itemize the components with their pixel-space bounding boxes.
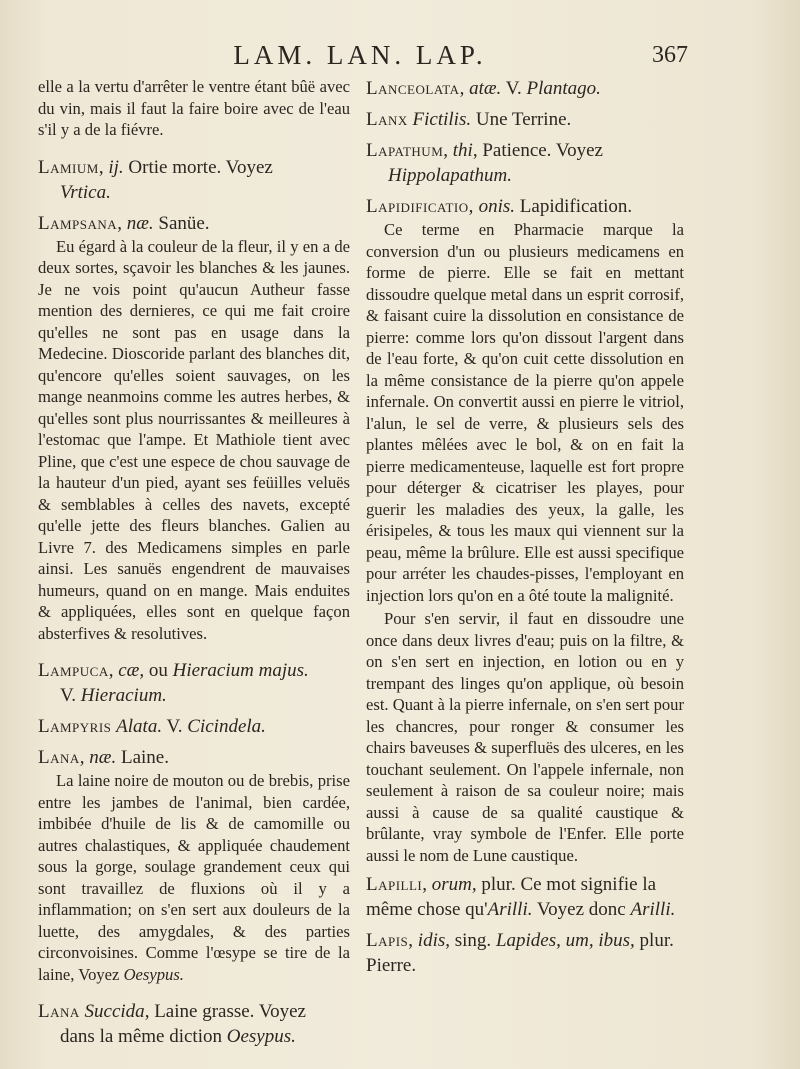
headword-line: Lanceolata, atæ. V. Plantago. — [366, 78, 601, 99]
headword-line: Lapathum, thi, Patience. Voyez Hippolapathum. — [366, 140, 603, 186]
entry-lapathum — [366, 138, 684, 188]
entry-lapidificatio — [366, 194, 684, 866]
headword-line — [38, 999, 350, 1049]
cross-reference: Plantago. — [526, 78, 601, 99]
headword-ending: onis. — [478, 196, 516, 217]
cross-reference: Oesypus. — [226, 1026, 296, 1047]
headword-line: Lamium, ij. Ortie morte. Voyez Vrtica. — [38, 156, 273, 203]
see-marker: V. — [166, 716, 183, 737]
alternate-ending-2: ibus, — [598, 930, 635, 951]
entry-lamium — [38, 155, 350, 205]
entry-lanx — [366, 107, 684, 132]
headword: Lapathum — [366, 140, 444, 161]
alternate-ending: , um, — [556, 930, 594, 951]
headword-connector: ou — [148, 660, 168, 681]
entry-body — [38, 770, 350, 985]
continuation-text: elle a la vertu d'arrêter le ventre étant bûë avec du vin, mais il faut la faire boire avec de l'eau s'il y a de la fiévre. — [38, 77, 350, 139]
headword-ending: Fictilis. — [412, 109, 472, 130]
entry-lanceolata — [366, 76, 684, 101]
page-number: 367 — [652, 42, 688, 68]
entry-lampsana — [38, 211, 350, 645]
headword-gloss: Sanüe. — [158, 212, 210, 234]
entry-body — [366, 219, 684, 866]
entry-lampyris — [38, 714, 350, 739]
headword: Lampsana — [38, 212, 118, 234]
headword-ending: idis — [417, 930, 446, 951]
page-header — [0, 40, 800, 76]
headword-ending: ij. — [108, 156, 124, 178]
body-paragraph: Eu égard à la couleur de la fleur, il y en a de deux sortes, sçavoir les blanches & les jaunes. Je ne vois point qu'aucun Autheur fasse mention des dernieres, ce qui me fait croire qu'elles ne sont pas en usage dans la Medecine. Dioscoride parlant des blanches dit, qu'encore qu'elles soient sauvages, on les mange neanmoins comme les autres herbes, & qu'elles sont plus nourrissantes & meilleures à l'estomac que l'ampe. Et Mathiole tient avec Pline, que c'est une espece de chou sauvage de la hauteur d'un pied, ayant ses feüilles veluës & semblables à celles des navets, excepté qu'elle jette des fleurs blanches. Galien au Livre 7. des Medicamens simples en parle ainsi. Les sanuës engendrent de mauvaises humeurs, quand on en mange. Mais enduites & appliquées, elles sont en quelque façon absterfives & resolutives. — [38, 236, 350, 643]
entry-lampuca — [38, 658, 350, 708]
headword: Lanx — [366, 109, 408, 130]
headword-ending: næ. — [126, 212, 154, 234]
headword-ending: næ. — [89, 747, 117, 768]
entry-lapis — [366, 928, 684, 978]
entry-body — [38, 236, 350, 645]
continuation-paragraph — [38, 76, 350, 141]
right-column — [366, 76, 684, 984]
headword-gloss: Ortie morte. Voyez — [128, 156, 273, 178]
headword-gloss: Laine. — [120, 747, 169, 768]
headword-gloss: Une Terrine. — [475, 109, 572, 130]
headword: Lapis — [366, 930, 409, 951]
headword-ending: atæ. — [469, 78, 502, 99]
body-paragraph: Ce terme en Pharmacie marque la conversion d'un ou plusieurs medicamens en forme de pierre. Elle se fait en mettant dissoudre quelque metal dans un esprit corrosif, & faisant cuire la dissolution en consistance de pierre: comme lors qu'on dissout l'argent dans de l'eau forte, & qu'on cuit cette dissolution en la même consistance de la pierre qu'on appele infernale. On convertit aussi en pierre le vitriol, l'alun, le sel de verre, & plusieurs sels des plantes mêlées avec le bol, & on en fait la pierre medicamenteuse, laquelle est fort propre pour déterger & cicatriser les playes, pour guerir les maladies des yeux, la galle, les érisipeles, & tous les maux qui viennent sur la peau, même la brûlure. Elle est aussi specifique pour arréter les chaudes-pisses, l'employant en injection lors qu'on en a ôté toute la malignité. — [366, 220, 684, 605]
headword-gloss: , Laine grasse. Voyez — [144, 1001, 306, 1022]
headword-line — [366, 194, 684, 219]
entry-lapilli — [366, 872, 684, 922]
headword-ending: Alata. — [116, 716, 163, 737]
alternate-headword: Hieracium majus. — [172, 660, 309, 681]
entry-lana-succida — [38, 999, 350, 1049]
alternate-headword: Lapides — [495, 930, 557, 951]
headword-gloss: Lapidification. — [519, 196, 633, 217]
headword-ending: thi — [452, 140, 473, 161]
cross-reference: Vrtica. — [60, 181, 111, 203]
headword: Lanceolata — [366, 78, 460, 99]
headword-ending: Succida — [84, 1001, 145, 1022]
headword-ending: orum, — [431, 874, 477, 895]
body-paragraph — [38, 770, 350, 985]
body-text: La laine noire de mouton ou de brebis, prise entre les jambes de l'animal, bien cardée, imbibée d'huile de lis & de camomille ou autres chalastiques, & appliquée chaudement sous la gorge, soulage grandement ceux qui sont travaillez de fluxions où il y a inflammation; on s'en sert aux douleurs de la luette, des amygdales, & des parties circonvoisines. Comme l'œsype se tire de la laine, Voyez — [38, 771, 350, 984]
see-marker: V. — [505, 78, 522, 99]
cross-reference: Hippolapathum. — [388, 165, 513, 186]
headword: Lampuca — [38, 660, 109, 681]
headword-line: Lana, næ. Laine. — [38, 747, 169, 768]
see-marker: V. — [60, 685, 77, 706]
headword-gloss: , Patience. Voyez — [472, 140, 603, 161]
continuation-text: dans la même diction — [60, 1026, 222, 1047]
headword: Lapilli — [366, 874, 423, 895]
left-column — [38, 76, 350, 1055]
headword-gloss: plur. Ce mot signifie la même chose qu' — [366, 874, 657, 920]
cross-reference: Oesypus. — [123, 964, 184, 984]
body-paragraph: Pour s'en servir, il faut en dissoudre une once dans deux livres d'eau; puis on la filtre, & on s'en sert en injection, en lotion ou en y trempant des linges qu'on applique, où besoin est. Quant à la pierre infernale, on s'en sert pour les chancres, pour ronger & consumer les chairs baveuses & superfluës des ulceres, en les touchant seulement. On l'appele infernale, non seulement à raison de sa couleur noire; mais aussi à cause de sa qualité caustique & brûlante, vray symbole de l'Enfer. Elle porte aussi le nom de Lune caustique. — [366, 609, 684, 865]
headword: Lana — [38, 1001, 80, 1022]
headword-gloss-2: Voyez donc — [536, 899, 626, 920]
headword-ending: cæ, — [118, 660, 145, 681]
headword: Lapidificatio, — [366, 196, 474, 217]
headword-line — [38, 714, 350, 739]
cross-reference: Arilli. — [487, 899, 533, 920]
headword: Lamium — [38, 156, 99, 178]
entry-lana — [38, 745, 350, 985]
headword-line: Lapilli, orum, plur. Ce mot signifie la même chose qu'Arilli. Voyez donc Arilli. — [366, 874, 676, 920]
cross-reference: Cicindela. — [187, 716, 266, 737]
headword-gloss-2: plur. Pierre. — [366, 930, 674, 976]
headword-line: Lampsana, næ. Sanüe. — [38, 212, 210, 234]
headword: Lana — [38, 747, 80, 768]
cross-reference-2: Arilli. — [630, 899, 676, 920]
headword-gloss: , sing. — [445, 930, 492, 951]
headword: Lampyris — [38, 716, 112, 737]
headword-line: Lapis, idis, sing. Lapides, um, ibus, plur. Pierre. — [366, 930, 674, 976]
running-head: LAM. LAN. LAP. — [233, 40, 487, 70]
cross-reference: Hieracium. — [80, 685, 167, 706]
headword-line: Lampuca, cæ, ou Hieracium majus. V. Hieracium. — [38, 660, 309, 706]
headword-line — [366, 107, 684, 132]
